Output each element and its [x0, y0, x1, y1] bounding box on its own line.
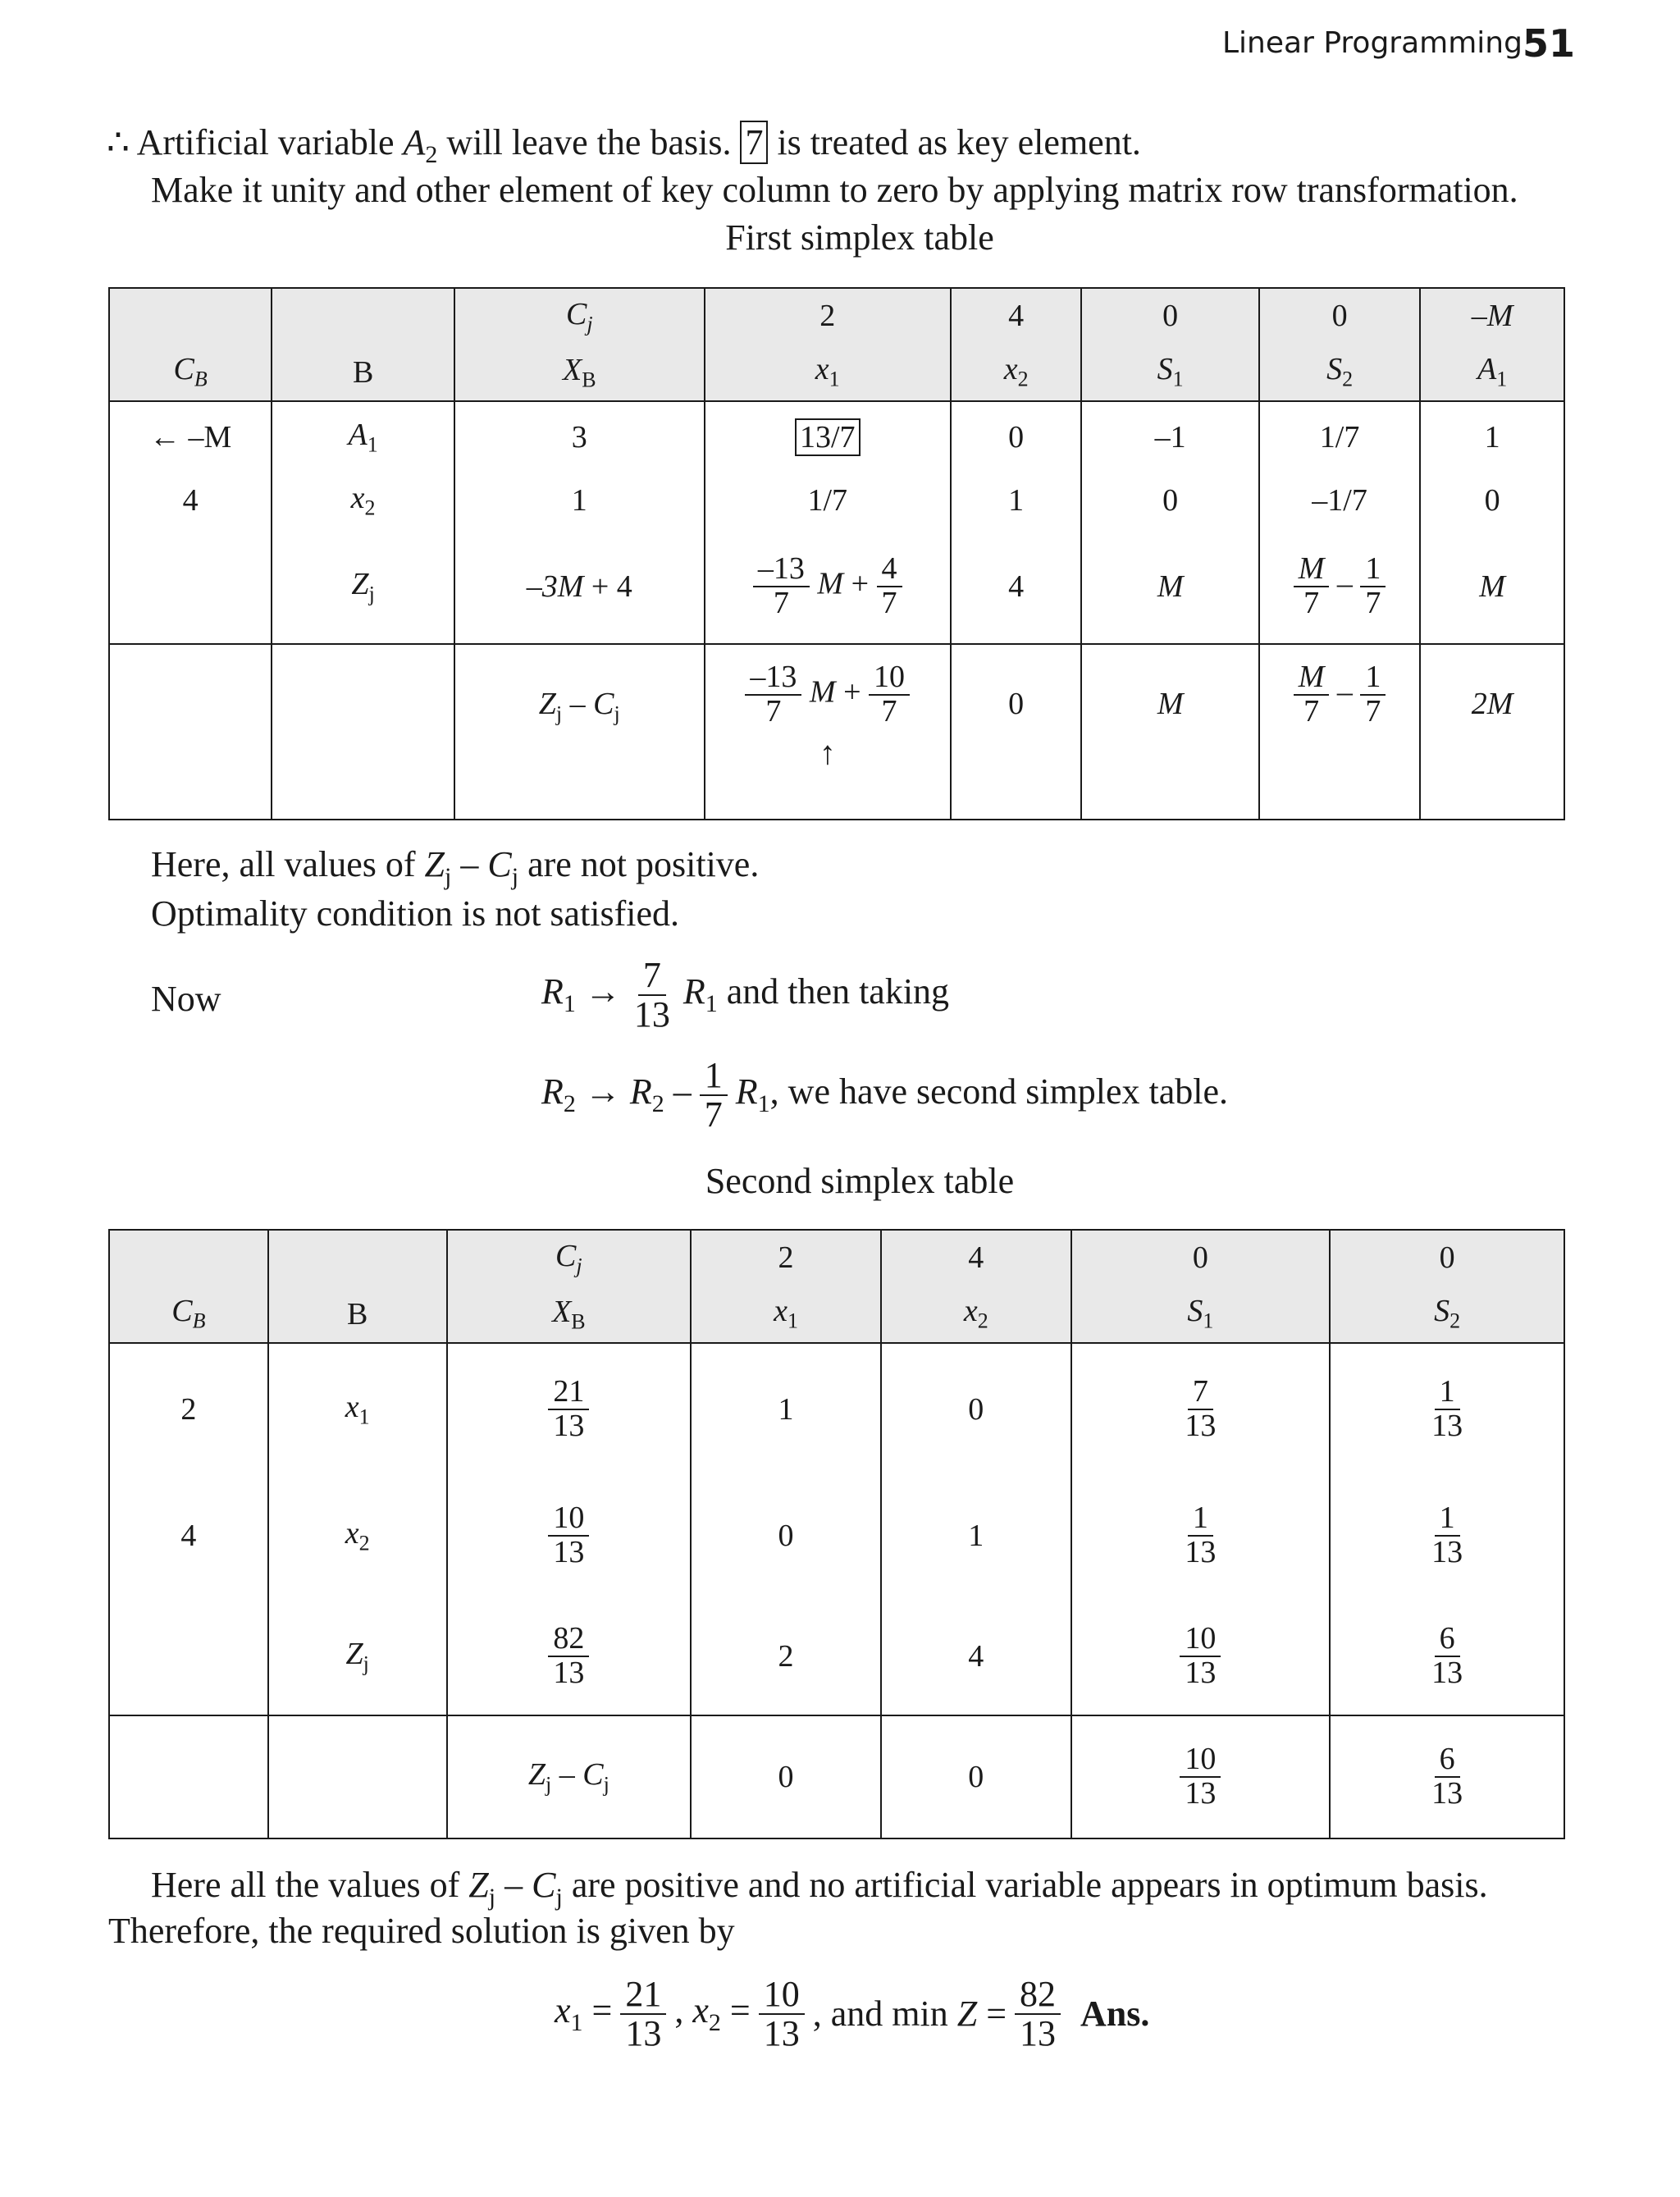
t1-zj-s2: $\frac{M}{7}$ – $\frac{1}{7}$	[1259, 529, 1420, 644]
t1-r2-s2: –1/7	[1259, 472, 1420, 529]
t1-head-s1: 0 $S_1$	[1081, 288, 1259, 401]
table1-caption: First simplex table	[725, 217, 994, 258]
t2-row-zj	[109, 1597, 1564, 1715]
t1-zj-xb: –3M + 4	[454, 529, 705, 644]
t2-zjcj-label: $Z_j - C_j$	[447, 1715, 692, 1838]
t1-zj-s1: M	[1081, 529, 1259, 644]
entering-column-arrow: ↑	[819, 733, 836, 771]
t1-row-zj	[109, 529, 1564, 644]
conclusion-line-2: Therefore, the required solution is given by	[108, 1911, 735, 1951]
t1-zj-x2: 4	[951, 529, 1081, 644]
t1-row-a1	[109, 401, 1564, 472]
t2-r2-s2: $\frac{1}{13}$	[1330, 1474, 1564, 1597]
t2-r2-b: $x_2$	[268, 1474, 447, 1597]
t2-zj-s2: $\frac{6}{13}$	[1330, 1597, 1564, 1715]
answer-label: Ans.	[1080, 1994, 1150, 2035]
first-simplex-table	[108, 287, 1565, 820]
t1-r2-x1: 1/7	[705, 472, 951, 529]
second-simplex-table	[108, 1229, 1565, 1839]
t2-r2-xb: $\frac{10}{13}$	[447, 1474, 692, 1597]
t2-zjcj-x2: 0	[881, 1715, 1071, 1838]
t1-row-x2	[109, 472, 1564, 529]
conclusion-line-1: Here all the values of $Z_j - C_j$ are positive and no artificial variable appears in optimum basis.	[151, 1865, 1488, 1911]
t1-row-zjcj	[109, 644, 1564, 820]
t1-head-s2: 0 $S_2$	[1259, 288, 1420, 401]
t1-r1-xb: 3	[454, 401, 705, 472]
t1-zjcj-x2: 0	[951, 644, 1081, 820]
t2-r1-s2: $\frac{1}{13}$	[1330, 1343, 1564, 1474]
t1-r1-x1-key: 13/7	[705, 401, 951, 472]
t2-r1-xb: $\frac{21}{13}$	[447, 1343, 692, 1474]
t2-r1-s1: $\frac{7}{13}$	[1071, 1343, 1331, 1474]
t2-zj-s1: $\frac{10}{13}$	[1071, 1597, 1331, 1715]
t1-zjcj-label: $Z_j - C_j$	[454, 644, 705, 820]
t1-head-a1: –M $A_1$	[1420, 288, 1564, 401]
t2-zj-xb: $\frac{82}{13}$	[447, 1597, 692, 1715]
t2-r1-x1: 1	[691, 1343, 881, 1474]
t2-r1-x2: 0	[881, 1343, 1071, 1474]
middle-line-1: Here, all values of $Z_j - C_j$ are not positive.	[151, 844, 760, 890]
t2-r2-x2: 1	[881, 1474, 1071, 1597]
t2-row-x1	[109, 1343, 1564, 1474]
t1-zjcj-s2: $\frac{M}{7}$ – $\frac{1}{7}$	[1259, 644, 1420, 820]
t1-r1-b: $A_1$	[272, 401, 454, 472]
t1-r2-x2: 1	[951, 472, 1081, 529]
key-element-box: 7	[740, 121, 768, 164]
t1-zj-label: $Z_j$	[272, 529, 454, 644]
t2-r1-cb: 2	[109, 1343, 268, 1474]
t1-r1-s2: 1/7	[1259, 401, 1420, 472]
t2-r2-s1: $\frac{1}{13}$	[1071, 1474, 1331, 1597]
t1-zjcj-s1: M	[1081, 644, 1259, 820]
t2-zjcj-s2: $\frac{6}{13}$	[1330, 1715, 1564, 1838]
t2-r1-b: $x_1$	[268, 1343, 447, 1474]
t2-head-s1: 0 $S_1$	[1071, 1230, 1331, 1343]
t2-head-cb: $C_B$	[109, 1230, 268, 1343]
t1-r2-s1: 0	[1081, 472, 1259, 529]
t2-row-zjcj	[109, 1715, 1564, 1838]
t2-r2-x1: 0	[691, 1474, 881, 1597]
t2-zj-label: $Z_j$	[268, 1597, 447, 1715]
t2-zjcj-s1: $\frac{10}{13}$	[1071, 1715, 1331, 1838]
t1-zjcj-x1: $\frac{-13}{7}$ M + $\frac{10}{7}$ ↑	[705, 644, 951, 820]
running-header-title: Linear Programming	[1222, 26, 1522, 60]
t2-zjcj-x1: 0	[691, 1715, 881, 1838]
t1-r1-s1: –1	[1081, 401, 1259, 472]
table2-caption: Second simplex table	[705, 1161, 1015, 1201]
row-op-r1: $R_1$ → $\frac{7}{13}$ $R_1$ and then taking	[541, 955, 950, 1035]
row-op-r2: $R_2 \to R_2$ – $\frac{1}{7}$ $R_1$, we have second simplex table.	[541, 1055, 1229, 1135]
t1-r1-cb: ← –M	[109, 401, 272, 472]
t1-head-b: B	[272, 288, 454, 401]
t2-row-x2	[109, 1474, 1564, 1597]
final-solution: $x_1$ = $\frac{21}{13}$ , $x_2$ = $\frac{10}{13}$ , and min Z = $\frac{82}{13}$ Ans.	[555, 1974, 1150, 2054]
t1-head-cb: $C_B$	[109, 288, 272, 401]
middle-line-2: Optimality condition is not satisfied.	[151, 893, 680, 934]
t1-zj-a1: M	[1420, 529, 1564, 644]
page-number: 51	[1522, 21, 1576, 66]
t1-r2-cb: 4	[109, 472, 272, 529]
t2-zj-x1: 2	[691, 1597, 881, 1715]
t1-zj-x1: $\frac{-13}{7}$ M + $\frac{4}{7}$	[705, 529, 951, 644]
t2-head-xb: $C_j$ $X_B$	[447, 1230, 692, 1343]
t1-r2-b: $x_2$	[272, 472, 454, 529]
now-label: Now	[151, 979, 221, 1019]
t2-head-x2: 4 $x_2$	[881, 1230, 1071, 1343]
t1-r1-a1: 1	[1420, 401, 1564, 472]
t1-head-x2: 4 $x_2$	[951, 288, 1081, 401]
t1-zjcj-a1: 2M	[1420, 644, 1564, 820]
t2-head-s2: 0 $S_2$	[1330, 1230, 1564, 1343]
t2-head-x1: 2 $x_1$	[691, 1230, 881, 1343]
t1-head-x1: 2 $x_1$	[705, 288, 951, 401]
t1-r2-xb: 1	[454, 472, 705, 529]
t1-r1-x2: 0	[951, 401, 1081, 472]
t1-head-xb: $C_j$ $X_B$	[454, 288, 705, 401]
t2-zj-x2: 4	[881, 1597, 1071, 1715]
t2-head-b: B	[268, 1230, 447, 1343]
intro-line-2: Make it unity and other element of key column to zero by applying matrix row transformation.	[151, 170, 1518, 210]
t1-r2-a1: 0	[1420, 472, 1564, 529]
t2-r2-cb: 4	[109, 1474, 268, 1597]
intro-line-1: ∴ Artificial variable $A_2$ will leave the basis. 7 is treated as key element.	[107, 122, 1141, 168]
